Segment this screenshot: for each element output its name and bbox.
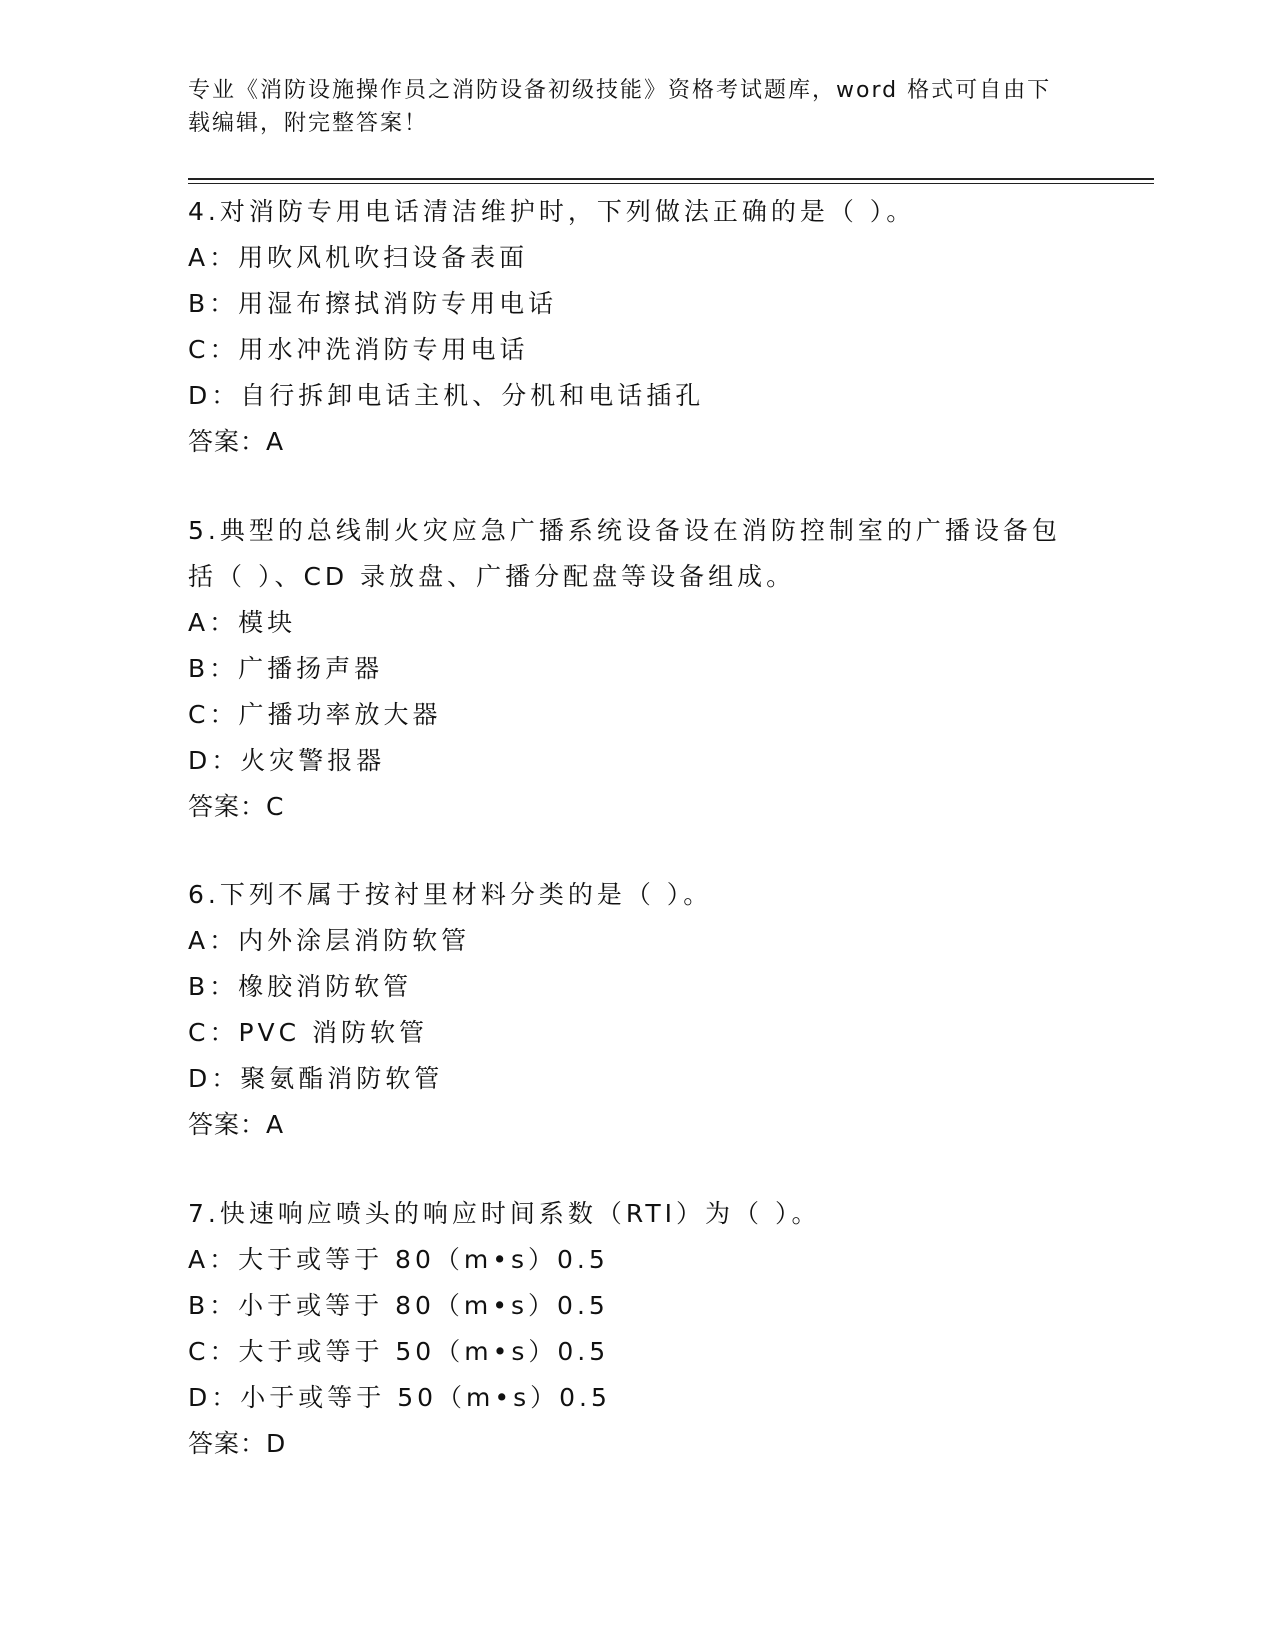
answer-label: 答案：A (188, 1110, 285, 1139)
question-6 (188, 872, 1088, 1148)
answer-label: 答案：D (188, 1429, 287, 1458)
question-stem: 6.下列不属于按衬里材料分类的是（ ）。 (188, 880, 713, 909)
option-a: A：大于或等于 80（m•s）0.5 (188, 1245, 609, 1274)
question-4 (188, 189, 1088, 465)
option-d: D：小于或等于 50（m•s）0.5 (188, 1383, 611, 1412)
question-7 (188, 1191, 1088, 1467)
question-stem: 5.典型的总线制火灾应急广播系统设备设在消防控制室的广播设备包括（ ）、CD 录放盘、广播分配盘等设备组成。 (188, 516, 1061, 591)
question-stem: 7.快速响应喷头的响应时间系数（RTI）为（ ）。 (188, 1199, 821, 1228)
option-c: C：大于或等于 50（m•s）0.5 (188, 1337, 610, 1366)
header-divider-thin (188, 183, 1154, 184)
option-c: C：PVC 消防软管 (188, 1018, 429, 1047)
question-stem: 4.对消防专用电话清洁维护时，下列做法正确的是（ ）。 (188, 197, 916, 226)
answer-label: 答案：C (188, 792, 285, 821)
option-b: B：广播扬声器 (188, 654, 384, 683)
option-b: B：小于或等于 80（m•s）0.5 (188, 1291, 609, 1320)
option-d: D：火灾警报器 (188, 746, 386, 775)
option-d: D：自行拆卸电话主机、分机和电话插孔 (188, 381, 705, 410)
header-divider-thick (188, 178, 1154, 180)
answer-label: 答案：A (188, 427, 285, 456)
option-a: A：用吹风机吹扫设备表面 (188, 243, 529, 272)
option-a: A：模块 (188, 608, 297, 637)
option-b: B：橡胶消防软管 (188, 972, 413, 1001)
question-5 (188, 508, 1088, 830)
document-intro: 专业《消防设施操作员之消防设备初级技能》资格考试题库，word 格式可自由下载编辑，附完整答案！ (188, 78, 1052, 136)
option-c: C：广播功率放大器 (188, 700, 442, 729)
option-c: C：用水冲洗消防专用电话 (188, 335, 529, 364)
option-b: B：用湿布擦拭消防专用电话 (188, 289, 558, 318)
option-a: A：内外涂层消防软管 (188, 926, 471, 955)
option-d: D：聚氨酯消防软管 (188, 1064, 444, 1093)
